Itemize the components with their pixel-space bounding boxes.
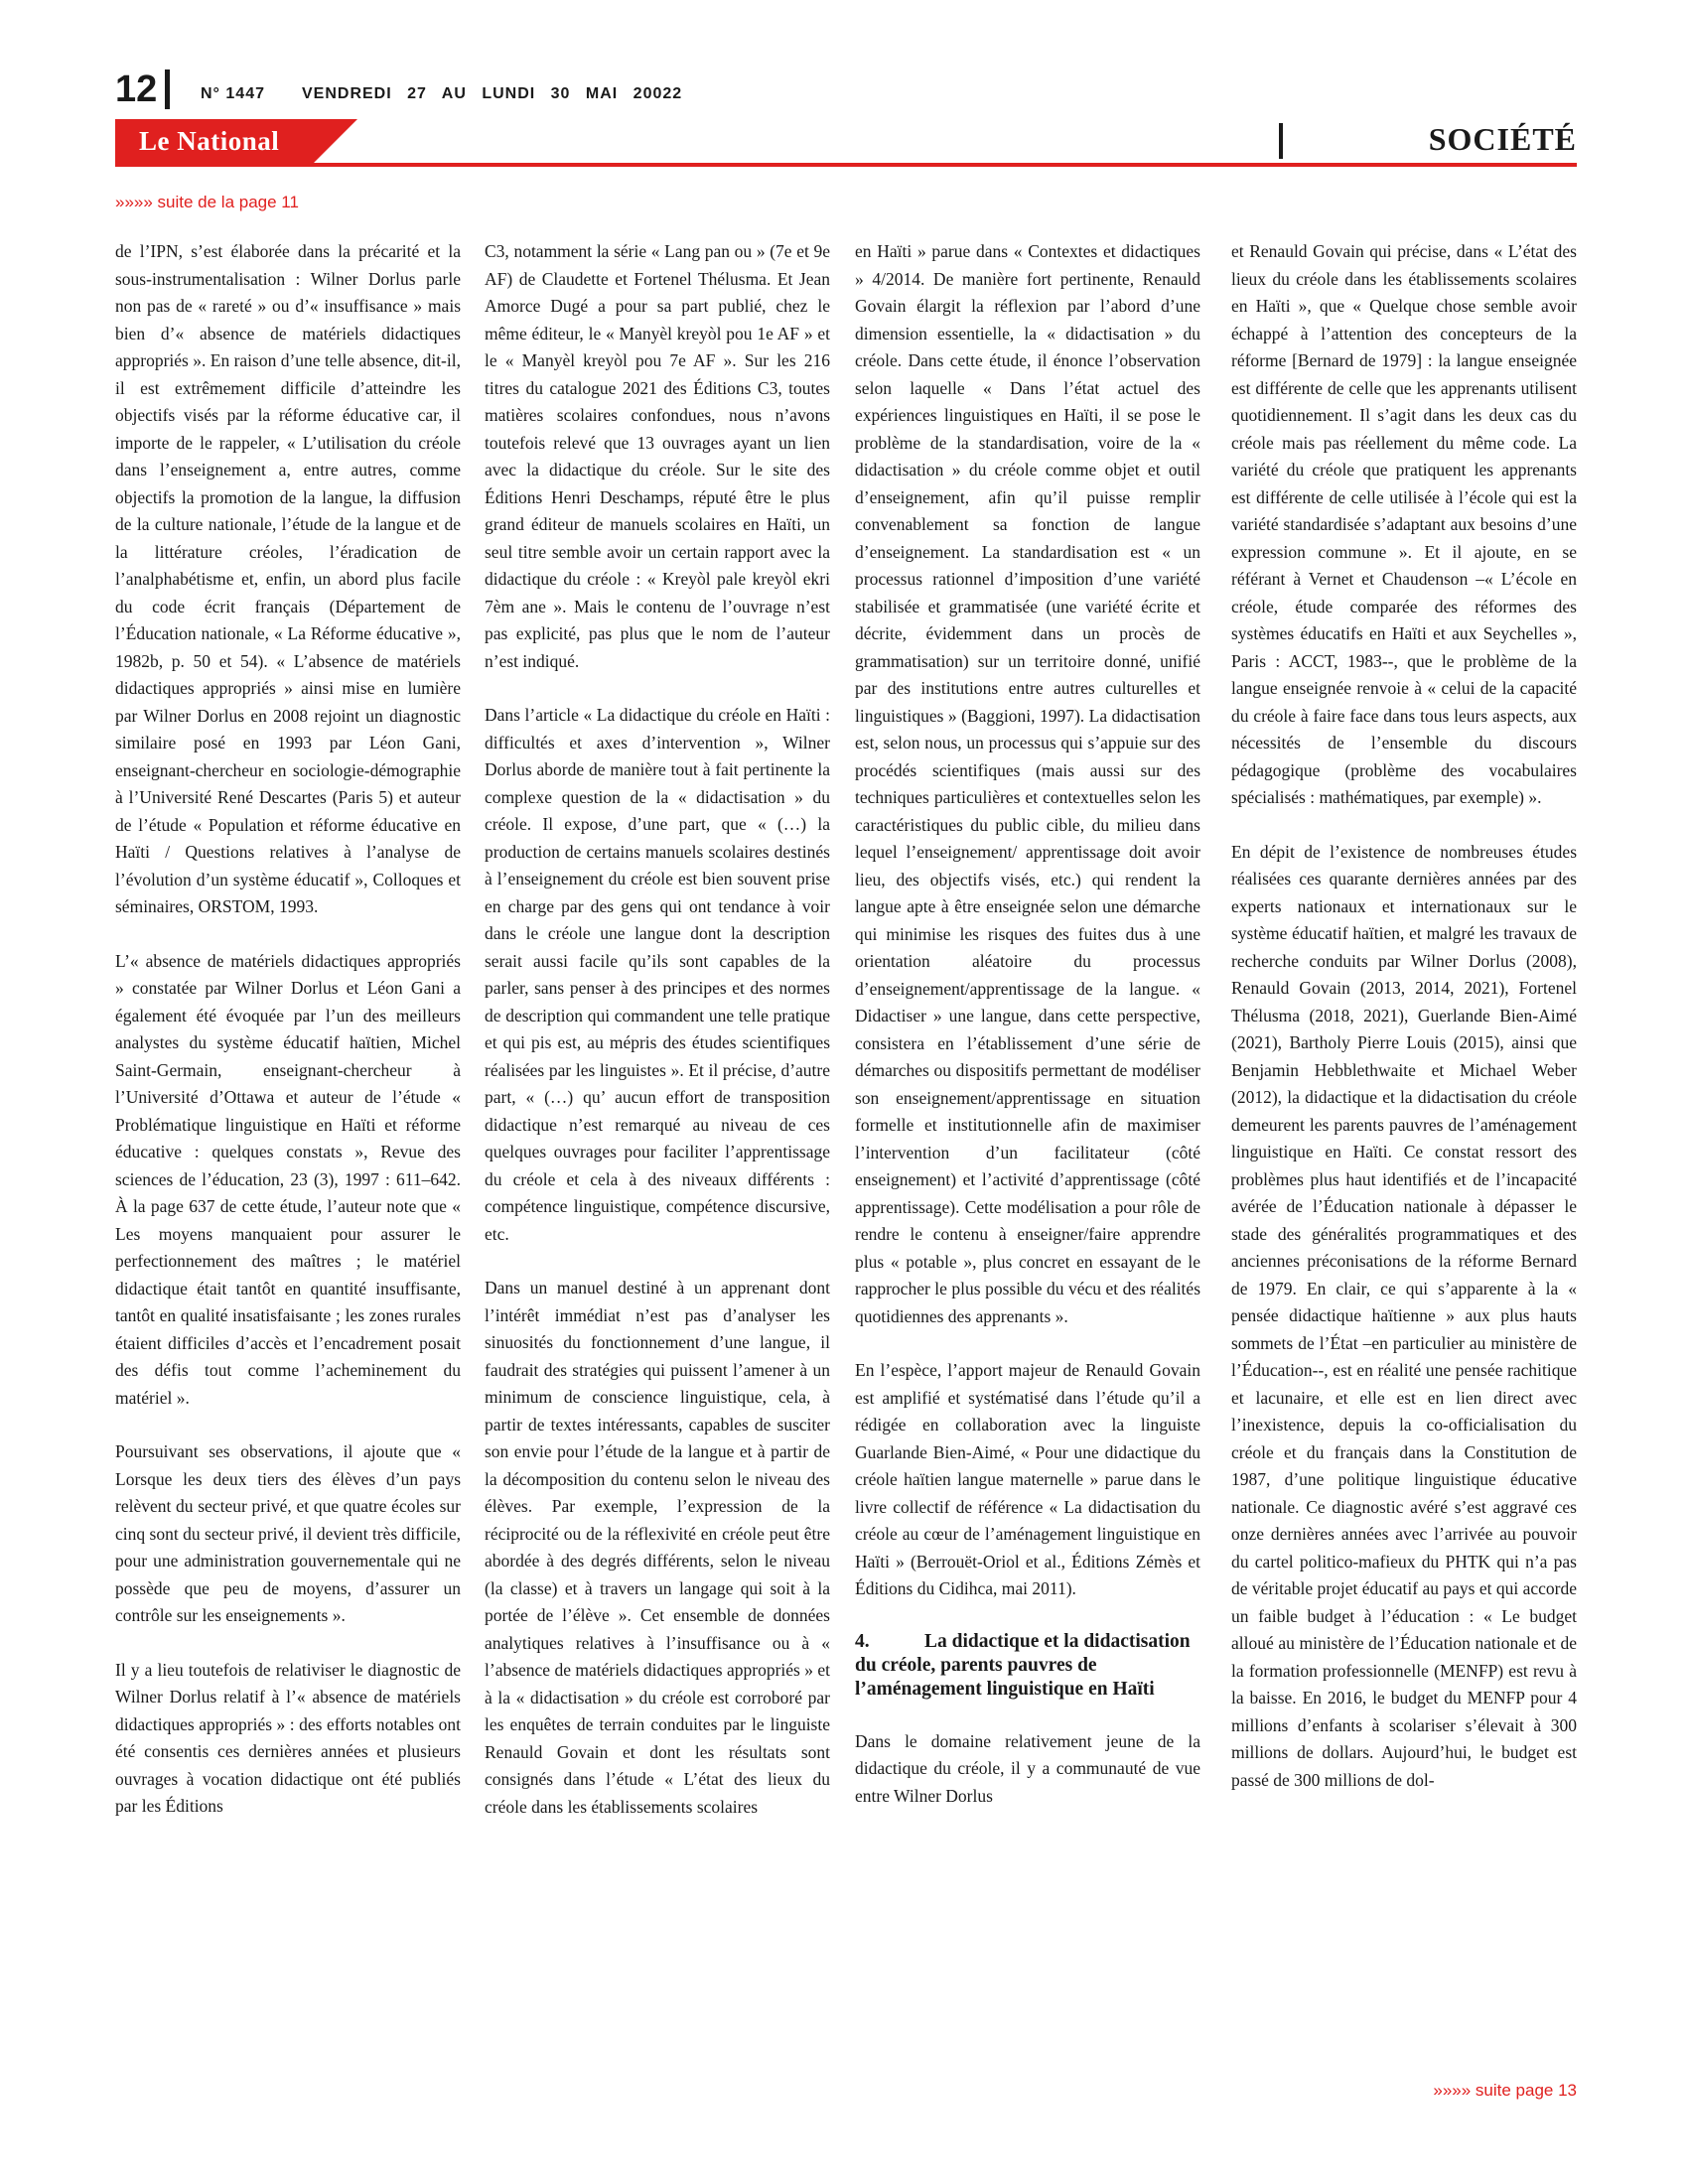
section-title: SOCIÉTÉ [1428,121,1577,157]
section-heading-number: 4. [855,1630,870,1652]
section-heading-text: La didactique et la didactisation du créole, parents pauvres de l’aménagement linguistique en Haïti [855,1630,1191,1700]
paragraph: de l’IPN, s’est élaborée dans la précarité et la sous-instrumentalisation : Wilner Dorlus parle non pas de « rareté » ou d’« insuffisance » mais bien d’« absence de matériels didactiques appropriés ». En raison d’une telle absence, dit-il, il est extrêmement difficile d’atteindre les objectifs visés par la réforme éducative car, il importe de le rappeler, « L’utilisation du créole dans l’enseignement a, entre autres, comme objectifs la promotion de la langue, la diffusion de la culture nationale, l’étude de la langue et de la littérature créoles, l’éradication de l’analphabétisme et, enfin, un abord plus facile du code écrit français (Département de l’Éducation nationale, « La Réforme éducative », 1982b, p. 50 et 54). « L’absence de matériels didactiques appropriés » ainsi mise en lumière par Wilner Dorlus en 2008 rejoint un diagnostic similaire posé en 1993 par Léon Gani, enseignant-chercheur en sociologie-démographie à l’Université René Descartes (Paris 5) et auteur de l’étude « Population et réforme éducative en Haïti / Questions relatives à l’analyse de l’évolution d’un système éducatif », Colloques et séminaires, ORSTOM, 1993. [115,241,461,916]
paragraph: Poursuivant ses observations, il ajoute que « Lorsque les deux tiers des élèves d’un pays relèvent du secteur privé, et que quatre écoles sur cinq sont du secteur privé, il devient très difficile, pour une administration gouvernementale qui ne possède que peu de moyens, d’assurer un contrôle sur les enseignements ». [115,1441,461,1625]
article-column-4 [1231,238,1577,2085]
paragraph: C3, notamment la série « Lang pan ou » (7e et 9e AF) de Claudette et Fortenel Thélusma. Et Jean Amorce Dugé a pour sa part publié, chez le même éditeur, le « Manyèl kreyòl pou 1e AF » et le « Manyèl kreyòl pou 7e AF ». Sur les 216 titres du catalogue 2021 des Éditions C3, toutes matières scolaires confondues, nous n’avons toutefois relevé que 13 ouvrages ayant un lien avec la didactique du créole. Sur le site des Éditions Henri Deschamps, réputé être le plus grand éditeur de manuels scolaires en Haïti, un seul titre semble avoir un certain rapport avec la didactique du créole : « Kreyòl pale kreyòl ekri 7èm ane ». Mais le contenu de l’ouvrage n’est pas explicité, pas plus que le nom de l’auteur n’est indiqué. [485,241,830,671]
paragraph: En l’espèce, l’apport majeur de Renauld Govain est amplifié et systématisé dans l’étude qu’il a rédigée en collaboration avec la linguiste Guarlande Bien-Aimé, « Pour une didactique du créole haïtien langue maternelle » parue dans le livre collectif de référence « La didactisation du créole au cœur de l’aménagement linguistique en Haïti » (Berrouët-Oriol et al., Éditions Zémès et Éditions du Cidihca, mai 2011). [855,1360,1200,1598]
page-number: 12 [115,68,158,110]
section-divider [1279,123,1283,159]
paragraph: En dépit de l’existence de nombreuses études réalisées ces quarante dernières années par des experts nationaux et internationaux sur le système éducatif haïtien, et malgré les travaux de recherche conduits par Wilner Dorlus (2008), Renauld Govain (2013, 2014, 2021), Fortenel Thélusma (2018, 2021), Guerlande Bien-Aimé (2021), Bartholy Pierre Louis (2015), ainsi que Benjamin Hebblethwaite et Michael Weber (2012), la didactique et la didactisation du créole demeurent les parents pauvres de l’aménagement linguistique en Haïti. Ce constat ressort des problèmes plus haut identifiés et de l’incapacité avérée de l’Éducation nationale à dépasser le stade des généralités programmatiques et des anciennes préconisations de la réforme Bernard de 1979. En clair, ce qui s’apparente à la « pensée didactique haïtienne » aux plus hauts sommets de l’État –en particulier au ministère de l’Éducation--, est en réalité une pensée rachitique et lacunaire, et elle est en lien direct avec l’inexistence, depuis la co-officialisation du créole et du français dans la Constitution de 1987, d’une politique linguistique éducative nationale. Ce diagnostic avéré s’est aggravé ces onze dernières années avec l’arrivée au pouvoir du cartel politico-mafieux du PHTK qui n’a pas de véritable projet éducatif au pays et qui accorde un faible budget à l’éducation : « Le budget alloué au ministère de l’Éducation nationale et de la formation professionnelle (MENFP) est revu à la baisse. En 2016, le budget du MENFP pour 4 millions d’enfants à scolariser s’élevait à 300 millions de dollars. Aujourd’hui, le budget est passé de 300 millions de dol- [1231,841,1577,1790]
paragraph: et Renauld Govain qui précise, dans « L’état des lieux du créole dans les établissements scolaires en Haïti », que « Quelque chose semble avoir échappé à l’attention des concepteurs de la réforme [Bernard de 1979] : la langue enseignée est différente de celle que les apprenants utilisent quotidiennement. Il s’agit dans les deux cas du créole mais pas réellement du même code. La variété du créole que pratiquent les apprenants est différente de celle utilisée à l’école qui est la variété standardisée s’adaptant aux besoins d’une expression commune ». Et il ajoute, en se référant à Vernet et Chaudenson –« L’école en créole, étude comparée des réformes des systèmes éducatifs en Haïti et aux Seychelles », Paris : ACCT, 1983--, que le problème de la langue enseignée renvoie à « celui de la capacité du créole à faire face dans tous leurs aspects, aux nécessités de l’ensemble du discours pédagogique (problème des vocabulaires spécialisés : mathématiques, par exemple) ». [1231,241,1577,807]
paragraph: L’« absence de matériels didactiques appropriés » constatée par Wilner Dorlus et Léon Gani a également été évoquée par l’un des meilleurs analystes du système éducatif haïtien, Michel Saint-Germain, enseignant-chercheur à l’Université d’Ottawa et auteur de l’étude « Problématique linguistique en Haïti et réforme éducative : quelques constats », Revue des sciences de l’éducation, 23 (3), 1997 : 611–642. À la page 637 de cette étude, l’auteur note que « Les moyens manquaient pour assurer le perfectionnement des maîtres ; le matériel didactique était tantôt en quantité insuffisante, tantôt en qualité insatisfaisante ; les zones rurales étaient difficiles d’accès et l’encadrement posait des défis tout comme l’acheminement du matériel ». [115,950,461,1408]
article-column-1 [115,238,461,2085]
article-column-2 [485,238,830,2085]
paragraph: en Haïti » parue dans « Contextes et didactiques » 4/2014. De manière fort pertinente, Renauld Govain élargit la réflexion par l’abord d’une dimension essentielle, la « didactisation » du créole. Dans cette étude, il énonce l’observation selon laquelle « Dans l’état actuel des expériences linguistiques en Haïti, il se pose le problème de la standardisation, voire de la « didactisation » du créole comme objet et outil d’enseignement, afin qu’il puisse remplir convenablement sa fonction de langue d’enseignement. La standardisation est « un processus rationnel d’imposition d’une variété stabilisée et grammatisée (une variété écrite et décrite, évidemment dans un procès de grammatisation) sur un territoire donné, unifié par des institutions entre autres culturelles et linguistiques » (Baggioni, 1997). La didactisation est, selon nous, un processus qui s’appuie sur des procédés scientifiques (mais aussi sur des techniques particulières et contextuelles selon les caractéristiques du public cible, du milieu dans lequel l’enseignement/ apprentissage doit avoir lieu, des objectifs visés, etc.) qui rendent la langue apte à être enseignée selon une démarche qui minimise les risques des fuites dus à une orientation aléatoire du processus d’enseignement/apprentissage de la langue. « Didactiser » une langue, dans cette perspective, consistera en l’établissement d’une série de démarches ou dispositifs permettant de modéliser son enseignement/apprentissage en situation formelle et institutionnelle afin de maximiser l’intervention d’un facilitateur (côté enseignement) et l’activité d’apprentissage (côté apprentissage). Cette modélisation a pour rôle de rendre le contenu à enseigner/faire apprendre plus « potable », plus concret en essayant de le rapprocher le plus possible du vécu et des réalités quotidiennes des apprenants ». [855,241,1200,1326]
paragraph: Dans un manuel destiné à un apprenant dont l’intérêt immédiat n’est pas d’analyser les sinuosités du fonctionnement d’une langue, il faudrait des stratégies qui puissent l’amener à un minimum de conscience linguistique, cela, à partir de textes intéressants, capables de susciter son envie pour l’étude de la langue et à partir de la décomposition du contenu selon le niveau des élèves. Par exemple, l’expression de la réciprocité ou de la réflexivité en créole peut être abordée à des degrés différents, selon le niveau (la classe) et à travers un langage qui soit à la portée de l’élève ». Cet ensemble de données analytiques relatives à l’insuffisance ou à « l’absence de matériels didactiques appropriés » et à la « didactisation » du créole est corroboré par les enquêtes de terrain conduites par le linguiste Renauld Govain et dont les résultats sont consignés dans l’étude « L’état des lieux du créole dans les établissements scolaires [485,1278,830,1817]
masthead-rule [115,163,1577,167]
paragraph: Dans le domaine relativement jeune de la didactique du créole, il y a communauté de vue entre Wilner Dorlus [855,1730,1200,1806]
section-heading [855,1630,1200,1702]
paragraph: Il y a lieu toutefois de relativiser le diagnostic de Wilner Dorlus relatif à l’« absence de matériels didactiques appropriés » : des efforts notables ont été consentis ces dernières années et plusieurs ouvrages à vocation didactique ont été publiés par les Éditions [115,1659,461,1816]
issue-number: N° 1447 [201,85,265,102]
page-number-divider [165,69,170,109]
continued-from-label: »»»» suite de la page 11 [115,193,299,211]
paragraph: Dans l’article « La didactique du créole en Haïti : difficultés et axes d’intervention », Wilner Dorlus aborde de manière tout à fait pertinente la complexe question de la « didactisation » du créole. Il expose, d’une part, que « (…) la production de certains manuels scolaires destinés à l’enseignement du créole est bien souvent prise en charge par des gens qui ont tendance à voir dans le créole une langue dont la description serait aussi facile qu’ils sont capables de la parler, sans penser à des principes et des normes de description qui commandent une telle pratique et qui pis est, au mépris des études scientifiques réalisées par les linguistes ». Et il précise, d’autre part, « (…) qu’ aucun effort de transposition didactique n’est remarqué au niveau de ces quelques ouvrages pour faciliter l’apprentissage du créole et cela à des niveaux différents : compétence linguistique, compétence discursive, etc. [485,705,830,1244]
masthead-band [115,119,1577,175]
article-column-3 [855,238,1200,2085]
issue-date: VENDREDI 27 AU LUNDI 30 MAI 20022 [302,85,683,102]
article-body [115,238,1577,2085]
brand-logo: Le National [139,126,280,156]
continued-to-label: »»»» suite page 13 [1433,2081,1577,2100]
brand-banner-slant [314,119,357,163]
